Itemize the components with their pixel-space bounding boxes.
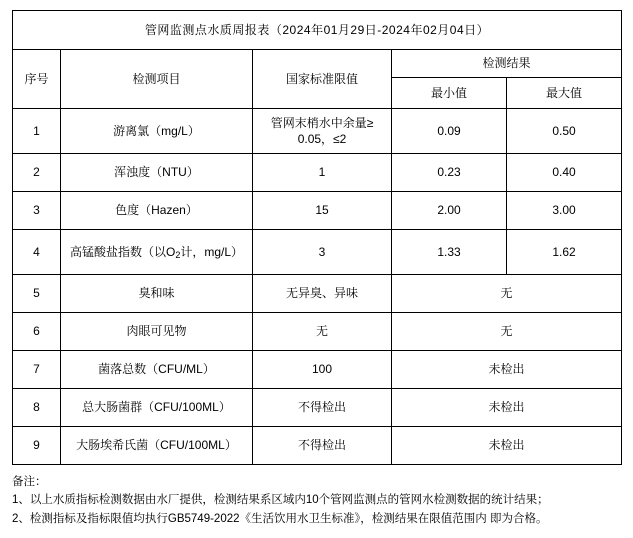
cell-item: 臭和味 [61, 275, 253, 313]
cell-seq: 6 [13, 313, 61, 351]
cell-item: 浑浊度（NTU） [61, 154, 253, 192]
cell-standard [253, 109, 392, 154]
cell-item: 肉眼可见物 [61, 313, 253, 351]
cell-seq: 5 [13, 275, 61, 313]
cell-seq: 1 [13, 109, 61, 154]
cell-standard: 不得检出 [253, 427, 392, 465]
cell-seq: 9 [13, 427, 61, 465]
table-row [13, 389, 622, 427]
water-quality-table [12, 10, 622, 465]
header-min: 最小值 [392, 78, 507, 109]
cell-max: 3.00 [507, 192, 622, 230]
header-max: 最大值 [507, 78, 622, 109]
cell-standard: 不得检出 [253, 389, 392, 427]
cell-item-subscript: 2 [175, 249, 181, 260]
table-row [13, 275, 622, 313]
cell-max: 0.50 [507, 109, 622, 154]
cell-standard: 无 [253, 313, 392, 351]
cell-seq: 8 [13, 389, 61, 427]
cell-item [61, 230, 253, 275]
cell-min: 0.09 [392, 109, 507, 154]
notes-label: 备注： [12, 476, 47, 488]
cell-item: 游离氯（mg/L） [61, 109, 253, 154]
cell-min: 0.23 [392, 154, 507, 192]
notes-line-2: 2、检测指标及指标限值均执行GB5749-2022《生活饮用水卫生标准》，检测结果在限值范围内 即为合格。 [12, 512, 548, 525]
table-row [13, 109, 622, 154]
cell-max: 1.62 [507, 230, 622, 275]
cell-standard: 1 [253, 154, 392, 192]
cell-item: 色度（Hazen） [61, 192, 253, 230]
cell-standard: 3 [253, 230, 392, 275]
cell-seq: 4 [13, 230, 61, 275]
cell-item: 大肠埃希氏菌（CFU/100ML） [61, 427, 253, 465]
cell-min: 1.33 [392, 230, 507, 275]
cell-result: 未检出 [392, 427, 622, 465]
notes-section [12, 473, 621, 528]
header-standard: 国家标准限值 [253, 50, 392, 109]
table-row [13, 154, 622, 192]
cell-result: 未检出 [392, 351, 622, 389]
cell-min: 2.00 [392, 192, 507, 230]
header-result: 检测结果 [392, 50, 622, 78]
cell-result: 无 [392, 313, 622, 351]
notes-line-1: 1、以上水质指标检测数据由水厂提供，检测结果系区域内10个管网监测点的管网水检测数据的统计结果； [12, 494, 549, 507]
cell-seq: 3 [13, 192, 61, 230]
cell-max: 0.40 [507, 154, 622, 192]
table-row [13, 427, 622, 465]
cell-result: 无 [392, 275, 622, 313]
cell-standard-line1: 管网末梢水中余量≥ [270, 115, 374, 130]
cell-standard: 100 [253, 351, 392, 389]
table-row [13, 192, 622, 230]
cell-result: 未检出 [392, 389, 622, 427]
cell-standard: 15 [253, 192, 392, 230]
table-row [13, 230, 622, 275]
table-header-row-1 [13, 50, 622, 78]
header-item: 检测项目 [61, 50, 253, 109]
header-seq: 序号 [13, 50, 61, 109]
table-title-row [13, 11, 622, 50]
page-title: 管网监测点水质周报表（2024年01月29日-2024年02月04日） [13, 11, 622, 50]
cell-standard-line2: 0.05，≤2 [297, 132, 347, 146]
cell-seq: 7 [13, 351, 61, 389]
cell-item-pre: 高锰酸盐指数（以O [69, 244, 176, 259]
cell-seq: 2 [13, 154, 61, 192]
cell-standard: 无异臭、异味 [253, 275, 392, 313]
cell-item-post: 计，mg/L） [180, 244, 244, 259]
cell-item: 总大肠菌群（CFU/100ML） [61, 389, 253, 427]
table-row [13, 351, 622, 389]
table-row [13, 313, 622, 351]
cell-item: 菌落总数（CFU/ML） [61, 351, 253, 389]
